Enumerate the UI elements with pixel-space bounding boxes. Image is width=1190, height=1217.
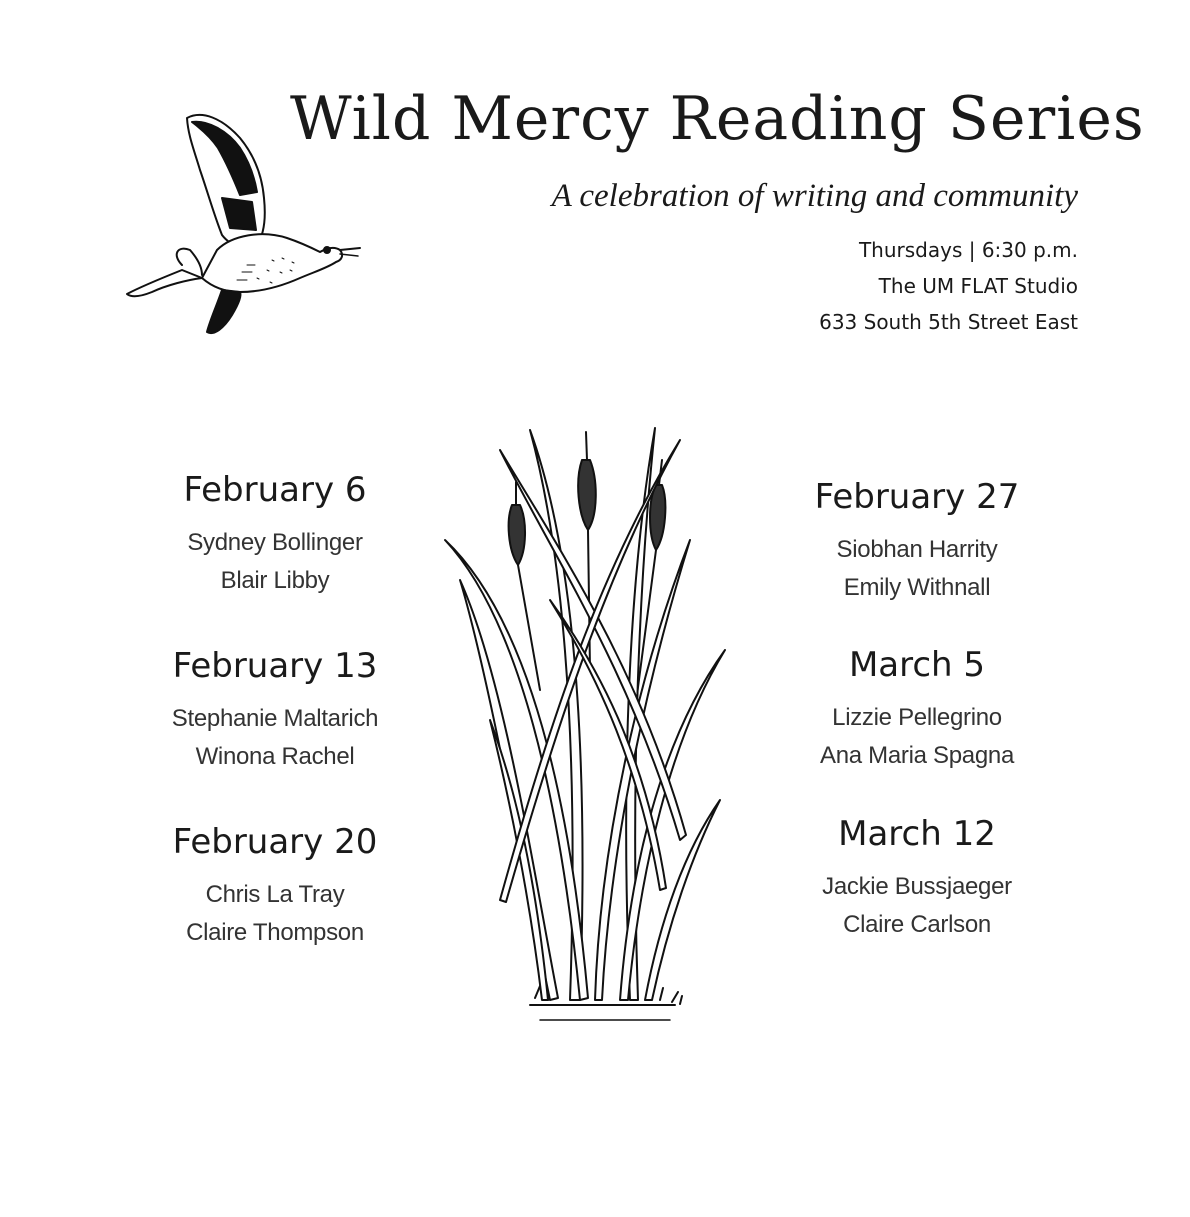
event-card (737, 645, 1097, 775)
event-card (737, 814, 1097, 944)
reader-name: Sydney Bollinger (187, 529, 363, 556)
event-readers (95, 700, 455, 776)
reader-name: Claire Carlson (843, 911, 991, 938)
event-date: February 13 (172, 646, 378, 686)
reader-name: Jackie Bussjaeger (822, 873, 1012, 900)
reader-name: Stephanie Maltarich (171, 705, 379, 732)
event-readers (95, 524, 455, 600)
cattail-illustration (430, 420, 750, 1030)
event-card (95, 470, 455, 600)
reader-name: Ana Maria Spagna (820, 742, 1014, 769)
page-subtitle: A celebration of writing and community (551, 178, 1078, 214)
event-date: March 12 (838, 814, 996, 854)
event-date: February 27 (814, 477, 1020, 517)
reader-name: Claire Thompson (186, 919, 364, 946)
event-readers (737, 531, 1097, 607)
event-readers (737, 868, 1097, 944)
event-card (737, 477, 1097, 607)
event-card (95, 646, 455, 776)
venue-text: The UM FLAT Studio (878, 274, 1078, 298)
event-readers (95, 876, 455, 952)
address-text: 633 South 5th Street East (819, 310, 1078, 334)
event-readers (737, 699, 1097, 775)
event-card (95, 822, 455, 952)
reader-name: Winona Rachel (195, 743, 355, 770)
reader-name: Blair Libby (220, 567, 330, 594)
event-date: February 20 (172, 822, 378, 862)
page-title: Wild Mercy Reading Series (290, 84, 1145, 154)
reader-name: Chris La Tray (205, 881, 345, 908)
event-date: March 5 (848, 645, 986, 685)
reader-name: Lizzie Pellegrino (832, 704, 1002, 731)
reader-name: Emily Withnall (843, 574, 991, 601)
schedule-text: Thursdays | 6:30 p.m. (858, 238, 1078, 262)
event-info (819, 232, 1078, 340)
reader-name: Siobhan Harrity (836, 536, 998, 563)
event-date: February 6 (183, 470, 367, 510)
